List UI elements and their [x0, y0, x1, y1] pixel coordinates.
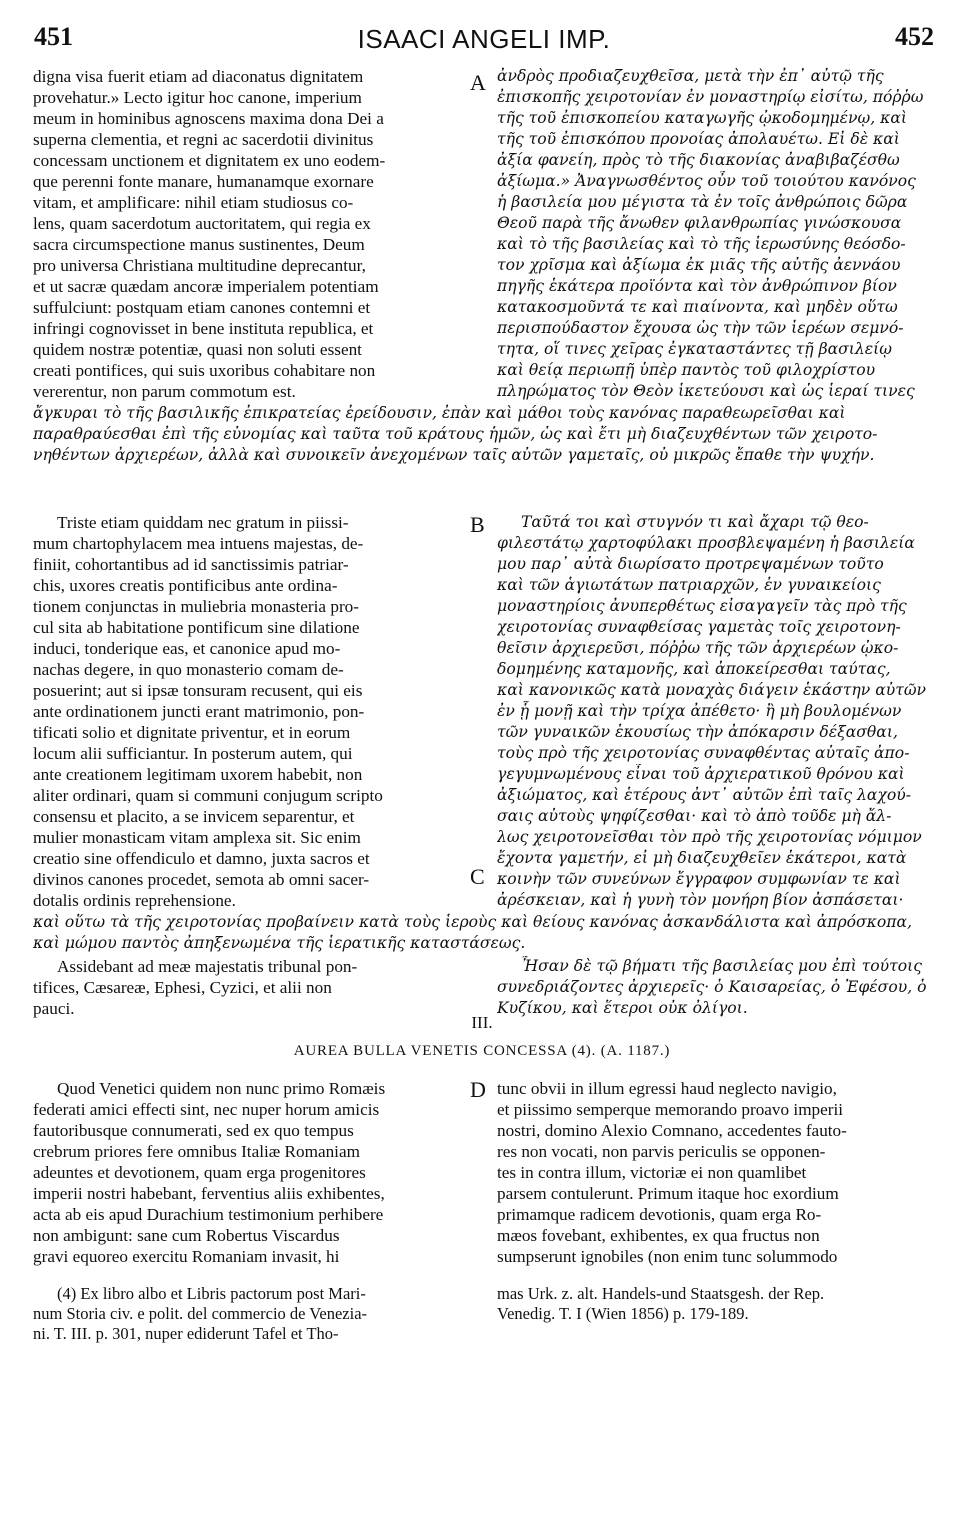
text-line: τῶν γυναικῶν ἑκουσίως τὴν ἀπόκαρσιν δέξασθαι,	[497, 723, 898, 741]
text-line: suffulciunt: postquam etiam canones contemni et	[33, 298, 371, 317]
text-line: ante ordinationem juncti erant matrimonio, pon-	[33, 702, 365, 721]
text-line: ἀξίωμα.» Ἀναγνωσθέντος οὖν τοῦ τοιούτου κανόνος	[497, 172, 916, 190]
latin-text-d-left	[33, 1078, 465, 1267]
footnote-line: (4) Ex libro albo et Libris pactorum post Mari-	[57, 1284, 366, 1303]
text-line: γεγυμνωμένους εἶναι τοῦ ἀρχιερατικοῦ θρόνου καὶ	[497, 765, 905, 783]
text-line: ἀξία φανείη, πρὸς τὸ τῆς διακονίας ἀναβιβαζέσθω	[497, 151, 900, 169]
text-line: federati amici effecti sint, nec nuper horum amicis	[33, 1100, 380, 1119]
text-line: tifices, Cæsareæ, Ephesi, Cyzici, et alii non	[33, 978, 332, 997]
footnote-line: mas Urk. z. alt. Handels-und Staatsgesh. der Rep.	[497, 1284, 825, 1303]
text-line: infringi cognovisset in bene instituta republica, et	[33, 319, 374, 338]
text-line: ἔχοντα γαμετήν, εἰ μὴ διαζευχθεῖεν ἑκάτεροι, κατὰ	[497, 849, 907, 867]
text-line: Quod Venetici quidem non nunc primo Romæis	[57, 1079, 386, 1098]
text-line: δομημένης καταμονῆς, καὶ ἀποκείρεσθαι ταύτας,	[497, 660, 891, 678]
text-line: lens, quam sacerdotum auctoritatem, qui regia ex	[33, 214, 371, 233]
text-line: χειροτονίας συναφθείσας γαμετὰς τοῖς χειροτονη-	[497, 618, 901, 636]
greek-text-end	[497, 956, 935, 1019]
text-line: συνεδριάζοντες ἀρχιερεῖς· ὁ Καισαρείας, ὁ Ἐφέσου, ὁ	[497, 978, 927, 996]
latin-text-top	[33, 66, 465, 402]
latin-text-d-right	[497, 1078, 935, 1267]
latin-text-mid	[33, 512, 465, 911]
text-line: τῆς τοῦ ἐπισκόπου προνοίας ἀπολαυέτω. Εἰ δὲ καὶ	[497, 130, 900, 148]
text-line: ante creationem legitimam uxorem habebit, non	[33, 765, 363, 784]
text-line: Ταῦτά τοι καὶ στυγνόν τι καὶ ἄχαρι τῷ θεο-	[521, 513, 869, 531]
margin-letter-a: A	[470, 70, 486, 95]
text-line: provehatur.» Lecto igitur hoc canone, imperium	[33, 88, 362, 107]
text-line: μοναστηρίοις ἀνυπερθέτως εἰσαγαγεῖν τὰς πρὸ τῆς	[497, 597, 907, 615]
text-line: non ambigunt: sane cum Robertus Viscardus	[33, 1226, 340, 1245]
greek-full-width-2	[33, 912, 935, 954]
section-number: III.	[471, 1013, 493, 1032]
text-line: cul sita ab habitatione pontificum sine dilatione	[33, 618, 360, 637]
text-line: posuerint; aut si ipsæ tonsuram recusent, qui eis	[33, 681, 363, 700]
footnote-line: num Storia civ. e polit. del commercio de Venezia-	[33, 1304, 368, 1323]
text-line: τητα, οἵ τινες χεῖρας ἐγκαταστάντες τῇ βασιλείῳ	[497, 340, 892, 358]
text-line: tionem conjunctas in muliebria monasteria pro-	[33, 597, 359, 616]
text-line: Θεοῦ παρὰ τῆς ἄνωθεν φιλανθρωπίας γινώσκουσα	[497, 214, 902, 232]
text-line: ἀνδρὸς προδιαζευχθεῖσα, μετὰ τὴν ἐπ᾽ αὐτῷ τῆς	[497, 67, 884, 85]
text-line: acta ab eis apud Durachium testimonium perhibere	[33, 1205, 384, 1224]
text-line: τοὺς πρὸ τῆς χειροτονίας συναφθέντας αὐταῖς ἀπο-	[497, 744, 910, 762]
text-line: θεῖσιν ἀρχιερεῦσι, πόῤῥω τῆς τῶν ἀρχιερέων ᾠκο-	[497, 639, 899, 657]
footnote-left	[33, 1284, 465, 1344]
text-line: κατακοσμοῦντά τε καὶ πιαίνοντα, καὶ μηδὲν οὕτω	[497, 298, 898, 316]
text-line: τῆς τοῦ ἐπισκοπείου καταγωγῆς ᾠκοδομημένῳ, καὶ	[497, 109, 908, 127]
text-line: locum alii sufficiantur. In posterum autem, qui	[33, 744, 353, 763]
page-number-right: 452	[895, 22, 934, 51]
text-line: induci, tonderique eas, et canonice apud mo-	[33, 639, 341, 658]
text-line: chis, uxores creatis pontificibus ante ordina-	[33, 576, 338, 595]
footnote-line: ni. T. III. p. 301, nuper ediderunt Tafel et Tho-	[33, 1324, 339, 1343]
text-line: que perenni fonte manare, humanamque exornare	[33, 172, 374, 191]
text-line: ἐν ᾗ μονῇ καὶ τὴν τρίχα ἀπέθετο· ἢ μὴ βουλομένων	[497, 702, 902, 720]
text-line: et ut sacræ quædam ancoræ imperialem potentiam	[33, 277, 379, 296]
text-line: ἐπισκοπῆς χειροτονίαν ἐν μοναστηρίῳ εἰσίτω, πόῤῥω	[497, 88, 924, 106]
text-line: καὶ τῶν ἁγιωτάτων πατριαρχῶν, ἐν γυναικείοις	[497, 576, 881, 594]
text-line: ἡ βασιλεία μου μέγιστα τὰ ἐν τοῖς ἀνθρώποις δῶρα	[497, 193, 908, 211]
text-line: digna visa fuerit etiam ad diaconatus dignitatem	[33, 67, 364, 86]
text-line: pauci.	[33, 999, 75, 1018]
text-line: σαις αὐτοὺς ψηφίζεσθαι· καὶ τὸ ἀπὸ τοῦδε μὴ ἄλ-	[497, 807, 892, 825]
text-line: καὶ μώμου παντὸς ἀπηξενωμένα τῆς ἱερατικῆς καταστάσεως.	[33, 934, 526, 952]
text-line: mulier monasticam vitam amplexa sit. Sic enim	[33, 828, 361, 847]
text-line: καὶ τὸ τῆς βασιλείας καὶ τὸ τῆς ἱερωσύνης θεόσδο-	[497, 235, 906, 253]
text-line: καὶ οὕτω τὰ τῆς χειροτονίας προβαίνειν κατὰ τοὺς ἱεροὺς καὶ θείους κανόνας ἀσκανδάλιστα καὶ ἀπρόσκοπα,	[33, 913, 913, 931]
text-line: ἄγκυραι τὸ τῆς βασιλικῆς ἐπικρατείας ἐρείδουσιν, ἐπὰν καὶ μάθοι τοὺς κανόνας παραθεωρεῖσθαι καὶ	[33, 404, 846, 422]
text-line: ἀρέσκειαν, καὶ ἡ γυνὴ τὸν μονήρη βίον ἀσπάσεται·	[497, 891, 904, 909]
text-line: φιλεστάτῳ χαρτοφύλακι προσβλεψαμένη ἡ βασιλεία	[497, 534, 915, 552]
text-line: imperii nostri habebant, ferventius aliis exhibentes,	[33, 1184, 385, 1203]
text-line: πηγῆς ἑκάτερα προϊόντα καὶ τὸν ἀνθρώπινον βίον	[497, 277, 897, 295]
text-line: περισπούδαστον ἔχουσα ὡς τὴν τῶν ἱερέων σεμνό-	[497, 319, 904, 337]
section-title: AUREA BULLA VENETIS CONCESSA (4). (A. 1187.)	[293, 1043, 671, 1059]
margin-letter-c: C	[470, 864, 485, 889]
page-number-left: 451	[34, 22, 73, 51]
text-line: creatio sine offendiculo et damno, juxta sacros et	[33, 849, 370, 868]
text-line: καὶ θείᾳ περιωπῇ ὑπὲρ παντὸς τοῦ φιλοχρίστου	[497, 361, 876, 379]
margin-letter-d: D	[470, 1077, 486, 1102]
greek-text-top	[497, 66, 935, 402]
text-line: et piissimo semperque memorando proavo imperii	[497, 1100, 844, 1119]
text-line: ἀξιώματος, καὶ ἑτέρους ἀντ᾽ αὐτῶν ἐπὶ ταῖς λαχού-	[497, 786, 912, 804]
text-line: nostri, domino Alexio Comnano, accedentes fauto-	[497, 1121, 847, 1140]
text-line: finiit, cohortantibus ad id sanctissimis patriar-	[33, 555, 349, 574]
text-line: Triste etiam quiddam nec gratum in piissi-	[57, 513, 349, 532]
latin-text-end	[33, 956, 465, 1019]
text-line: meum in hominibus agnoscens maxima dona Dei a	[33, 109, 384, 128]
text-line: creati pontifices, qui suis uxoribus cohabitare non	[33, 361, 376, 380]
greek-full-width-1	[33, 403, 935, 466]
text-line: divinos canones procedet, semota ab omni sacer-	[33, 870, 370, 889]
text-line: aliter ordinari, quam si communi conjugum scripto	[33, 786, 383, 805]
text-line: καὶ κανονικῶς κατὰ μοναχὰς διάγειν ἑκάστην αὐτῶν	[497, 681, 927, 699]
text-line: primamque radicem devotionis, quam erga Ro-	[497, 1205, 822, 1224]
running-header	[34, 22, 934, 62]
text-line: λως χειροτονεῖσθαι τὸν πρὸ τῆς χειροτονίας νόμιμον	[497, 828, 922, 846]
text-line: consensu et placito, a se invicem separentur, et	[33, 807, 355, 826]
margin-letter-b: B	[470, 512, 485, 537]
greek-text-mid	[497, 512, 935, 911]
text-line: tificati solio et dignitate priventur, et in eorum	[33, 723, 351, 742]
text-line: mum chartophylacem mea intuens majestas, de-	[33, 534, 364, 553]
text-line: superna clementia, et regni ac sacerdotii divinitus	[33, 130, 374, 149]
text-line: Ἦσαν δὲ τῷ βήματι τῆς βασιλείας μου ἐπὶ τούτοις	[521, 957, 923, 975]
text-line: Assidebant ad meæ majestatis tribunal pon-	[57, 957, 358, 976]
text-line: πληρώματος τὸν Θεὸν ἱκετεύουσι καὶ ὡς ἱεραί τινες	[497, 382, 915, 400]
text-line: Κυζίκου, καὶ ἕτεροι οὐκ ὀλίγοι.	[497, 999, 748, 1017]
text-line: νηθέντων ἀρχιερέων, ἀλλὰ καὶ συνοικεῖν ἀνεχομένων ταῖς αὐτῶν γαμεταῖς, οὐ μικρῶς ἔπαθε τὴν ψυχήν.	[33, 446, 875, 464]
text-line: tes in contra illum, victoriæ ei non quamlibet	[497, 1163, 807, 1182]
footnote-line: Venedig. T. I (Wien 1856) p. 179-189.	[497, 1304, 749, 1323]
text-line: tunc obvii in illum egressi haud neglecto navigio,	[497, 1079, 837, 1098]
text-line: res non vocati, non parvis periculis se opponen-	[497, 1142, 826, 1161]
text-line: gravi equoreo exercitu Romaniam invasit, hi	[33, 1247, 340, 1266]
text-line: vererentur, non parum commotum est.	[33, 382, 296, 401]
footnote-right	[497, 1284, 935, 1324]
text-line: τον χρῖσμα καὶ ἀξίωμα ἐκ μιᾶς τῆς αὐτῆς ἀεννάου	[497, 256, 901, 274]
text-line: dotalis ordinis reprehensione.	[33, 891, 236, 910]
text-line: nachas degere, in quo monasterio comam de-	[33, 660, 344, 679]
text-line: adeuntes et devotionem, quam erga progenitores	[33, 1163, 366, 1182]
text-line: quidem nostræ potentiæ, quasi non soluti essent	[33, 340, 362, 359]
text-line: μου παρ᾽ αὐτὰ διωρίσατο προτρεψαμένων τοῦτο	[497, 555, 884, 573]
text-line: fautoribusque connumerati, sed ex quo tempus	[33, 1121, 354, 1140]
text-line: crebrum priores fere omnibus Italiæ Romaniam	[33, 1142, 360, 1161]
text-line: pro universa Christiana multitudine deprecantur,	[33, 256, 366, 275]
text-line: sumpserunt ignobiles (non enim tunc solummodo	[497, 1247, 838, 1266]
running-title: ISAACI ANGELI IMP.	[357, 24, 611, 54]
text-line: παραθραύεσθαι ἐπὶ τῆς εὐνομίας καὶ ταῦτα τοῦ κράτους ἡμῶν, ὡς καὶ ἔτι μὴ διαζευχθέντων τῶν χειροτο-	[33, 425, 878, 443]
text-line: vitam, et amplificare: nihil etiam studiosus co-	[33, 193, 354, 212]
text-line: mæos fovebant, exhibentes, ex qua fructus non	[497, 1226, 820, 1245]
text-line: sacra circumspectione manus sustinentes, Deum	[33, 235, 365, 254]
text-line: concessam unctionem et dignitatem ex uno eodem-	[33, 151, 386, 170]
text-line: parsem contulerunt. Primum itaque hoc exordium	[497, 1184, 839, 1203]
text-line: κοινὴν τῶν συνεύνων ἔγγραφον συμφωνίαν τε καὶ	[497, 870, 901, 888]
